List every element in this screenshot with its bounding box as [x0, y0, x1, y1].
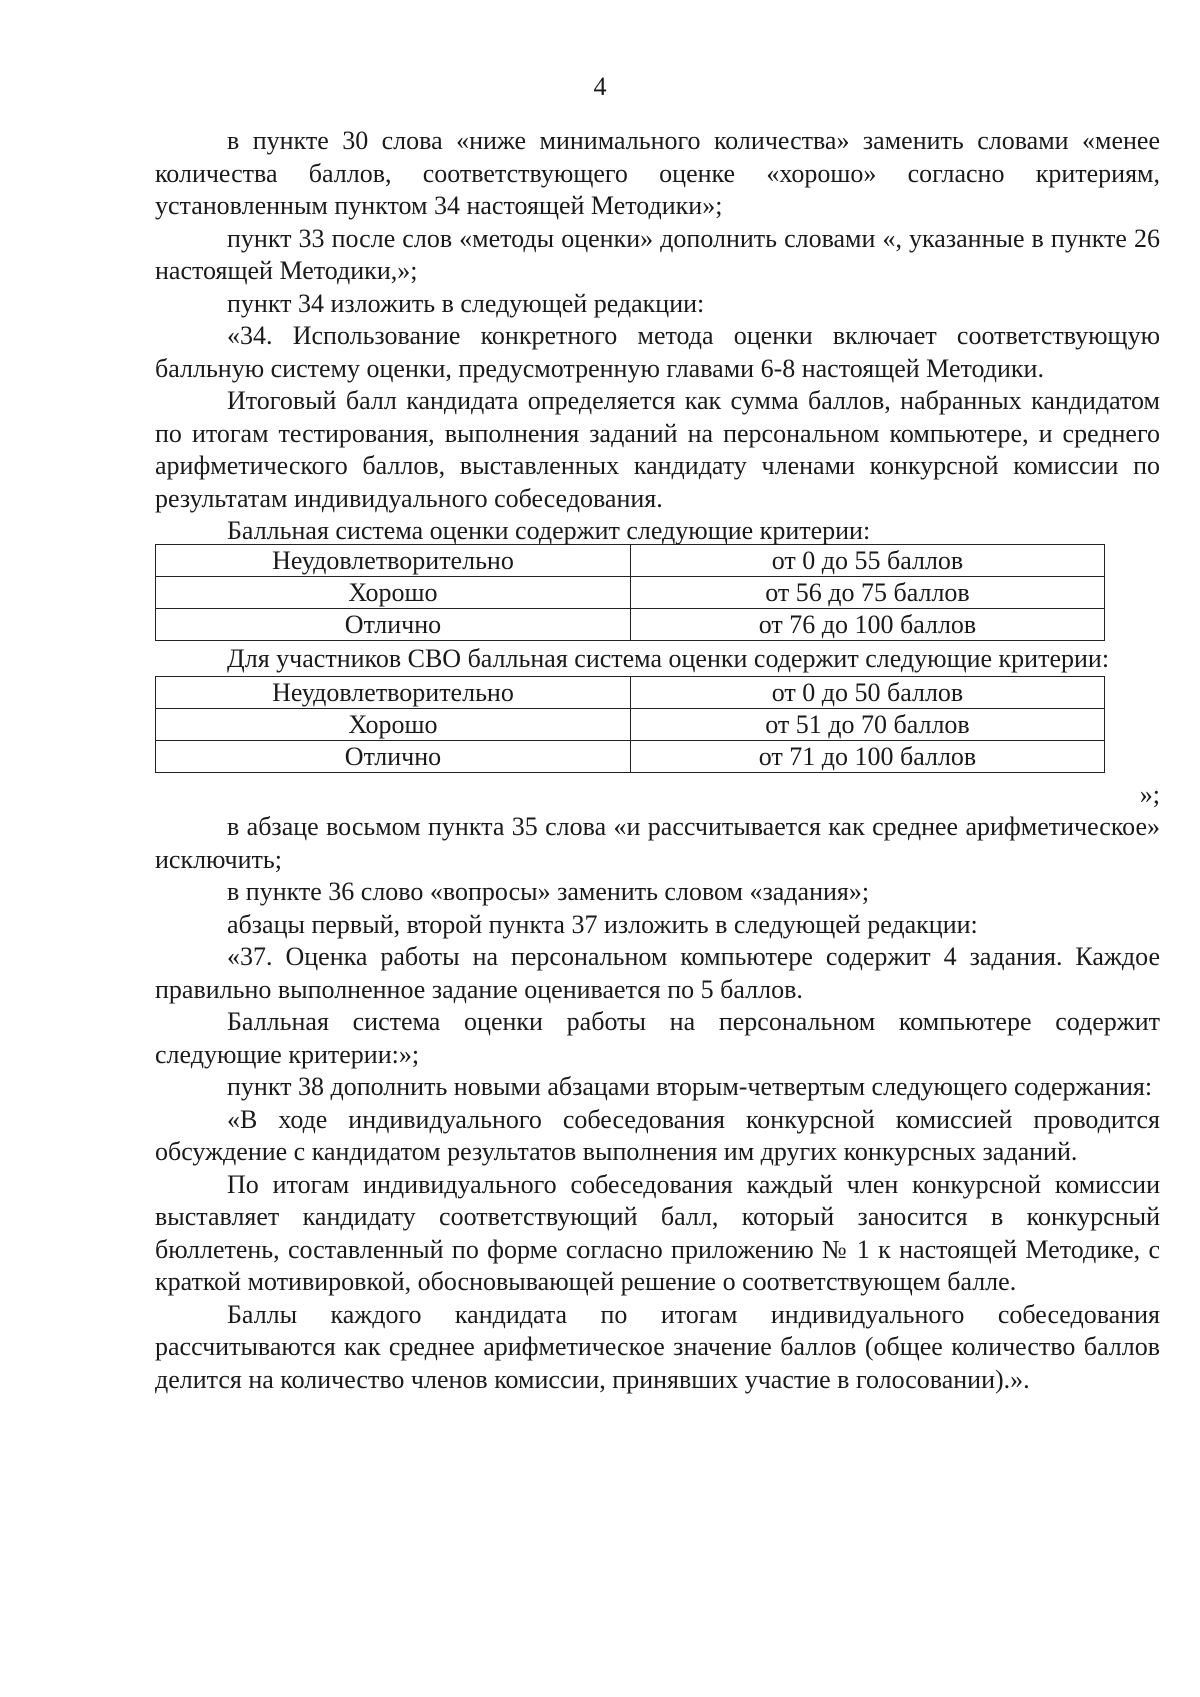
grade-cell: Отлично — [156, 609, 631, 641]
grade-cell: Неудовлетворительно — [156, 676, 631, 708]
paragraph: «37. Оценка работы на персональном компьютере содержит 4 задания. Каждое правильно выполненное задание оценивается по 5 баллов. — [155, 942, 1160, 1004]
score-table-svo — [155, 676, 1105, 773]
grade-cell: Неудовлетворительно — [156, 545, 631, 577]
paragraph: пункт 33 после слов «методы оценки» дополнить словами «, указанные в пункте 26 настоящей Методики,»; — [155, 223, 1160, 285]
range-cell: от 0 до 50 баллов — [630, 676, 1104, 708]
grade-cell: Хорошо — [156, 708, 631, 740]
paragraph: абзацы первый, второй пункта 37 изложить в следующей редакции: — [227, 909, 978, 939]
paragraph: пункт 34 изложить в следующей редакции: — [227, 288, 705, 318]
paragraph: Итоговый балл кандидата определяется как сумма баллов, набранных кандидатом по итогам тестирования, выполнения заданий на персональном компьютере, и среднего арифметического баллов, выставленных кандидату членами конкурсной комиссии по результатам индивидуального собеседования. — [155, 386, 1160, 513]
table-row — [156, 545, 1105, 577]
table-row — [156, 577, 1105, 609]
grade-cell: Отлично — [156, 740, 631, 772]
score-table-general — [155, 544, 1105, 641]
paragraph: в абзаце восьмом пункта 35 слова «и рассчитывается как среднее арифметическое» исключить; — [155, 812, 1160, 874]
paragraph: По итогам индивидуального собеседования каждый член конкурсной комиссии выставляет кандидату соответствующий балл, который заносится в конкурсный бюллетень, составленный по форме согласно приложению № 1 к настоящей Методике, с краткой мотивировкой, обосновывающей решение о соответствующем балле. — [155, 1169, 1160, 1296]
closing-quote: »; — [1139, 779, 1160, 809]
table-row — [156, 609, 1105, 641]
paragraph: Баллы каждого кандидата по итогам индивидуального собеседования рассчитываются как среднее арифметическое значение баллов (общее количество баллов делится на количество членов комиссии, принявших участие в голосовании).». — [155, 1299, 1160, 1394]
table1-intro: Балльная система оценки содержит следующие критерии: — [227, 516, 871, 545]
page-number: 4 — [593, 72, 607, 101]
grade-cell: Хорошо — [156, 577, 631, 609]
paragraph: в пункте 36 слово «вопросы» заменить словом «задания»; — [227, 877, 870, 906]
table-row — [156, 708, 1105, 740]
range-cell: от 76 до 100 баллов — [630, 609, 1104, 641]
table-row — [156, 740, 1105, 772]
range-cell: от 51 до 70 баллов — [630, 708, 1104, 740]
document-body — [155, 125, 1160, 1396]
range-cell: от 71 до 100 баллов — [630, 740, 1104, 772]
paragraph: в пункте 30 слова «ниже минимального количества» заменить словами «менее количества баллов, соответствующего оценке «хорошо» согласно критериям, установленным пунктом 34 настоящей Методики»; — [155, 126, 1160, 220]
range-cell: от 0 до 55 баллов — [630, 545, 1104, 577]
paragraph: пункт 38 дополнить новыми абзацами вторым-четвертым следующего содержания: — [227, 1072, 1153, 1101]
paragraph: Балльная система оценки работы на персональном компьютере содержит следующие критерии:»; — [155, 1007, 1160, 1069]
range-cell: от 56 до 75 баллов — [630, 577, 1104, 609]
table-row — [156, 676, 1105, 708]
paragraph: «34. Использование конкретного метода оценки включает соответствующую балльную систему оценки, предусмотренную главами 6-8 настоящей Методики. — [155, 321, 1160, 383]
paragraph: «В ходе индивидуального собеседования конкурсной комиссией проводится обсуждение с кандидатом результатов выполнения им других конкурсных заданий. — [155, 1104, 1160, 1166]
table2-intro: Для участников СВО балльная система оценки содержит следующие критерии: — [227, 644, 1110, 673]
